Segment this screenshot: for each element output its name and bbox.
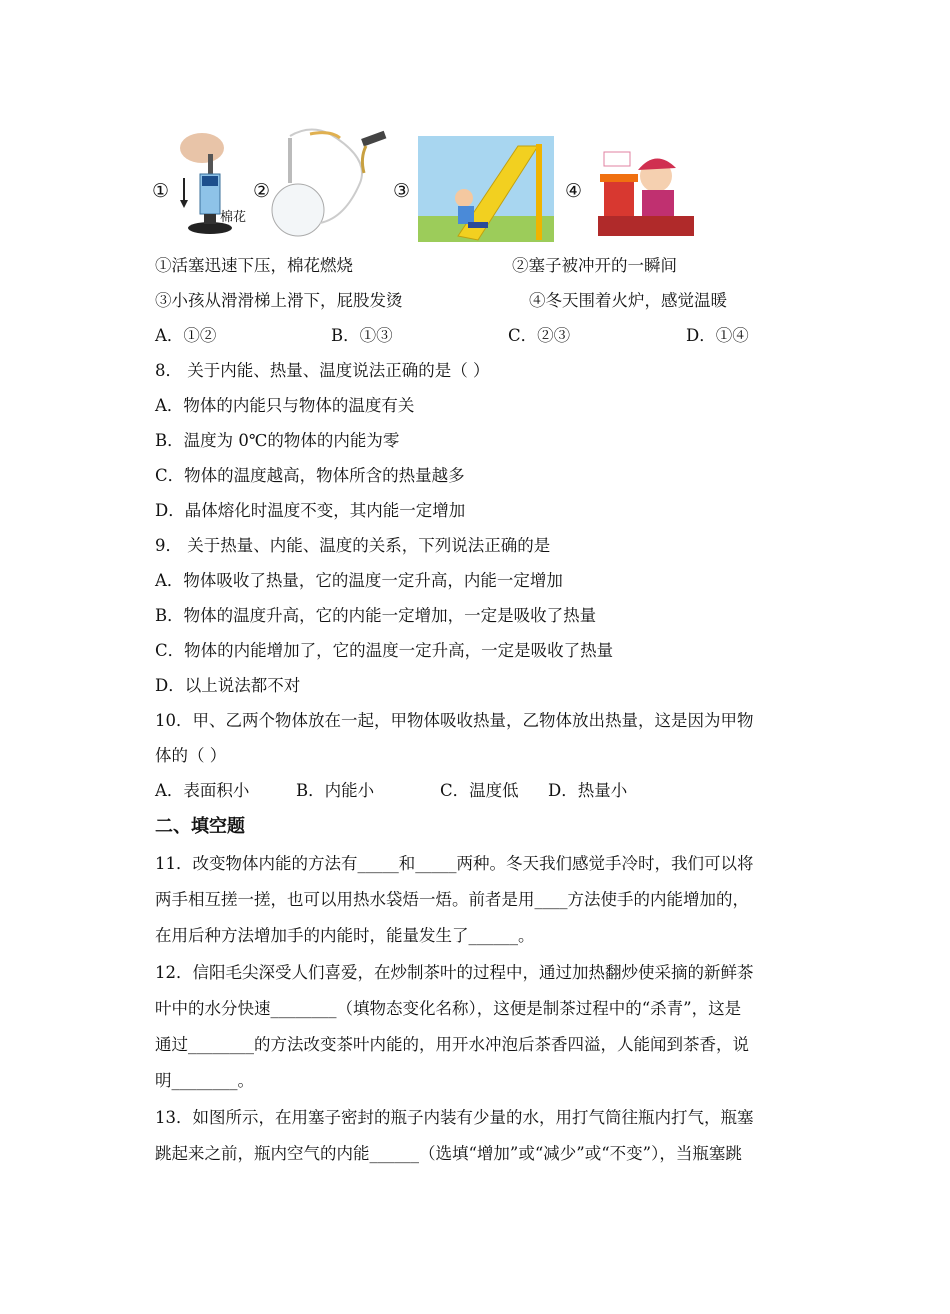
q9-option-a: A．物体吸收了热量，它的温度一定升高，内能一定增加 (155, 571, 563, 590)
q13-line-1: 13．如图所示，在用塞子密封的瓶子内装有少量的水，用打气筒往瓶内打气，瓶塞 (155, 1108, 754, 1127)
q11-line-1: 11．改变物体内能的方法有_____和_____两种。冬天我们感觉手冷时，我们可以将 (155, 854, 754, 873)
q10-option-c: C．温度低 (440, 781, 519, 800)
flask-stopper-illustration (270, 128, 390, 240)
q8-option-c: C．物体的温度越高，物体所含的热量越多 (155, 466, 465, 485)
q9-option-d: D．以上说法都不对 (155, 676, 301, 695)
q7-item-4: ④冬天围着火炉，感觉温暖 (529, 291, 727, 310)
figure-number-1: ① (152, 180, 170, 202)
cotton-label: 棉花 (220, 210, 247, 225)
figure-row (150, 128, 710, 243)
q12-line-1: 12．信阳毛尖深受人们喜爱，在炒制茶叶的过程中，通过加热翻炒使采摘的新鲜茶 (155, 963, 754, 982)
q10-stem-line2: 体的（ ） (155, 746, 227, 765)
q7-option-c: C．②③ (508, 326, 571, 345)
slide-child-illustration (418, 136, 554, 242)
q7-option-a: A．①② (155, 326, 217, 345)
figure-number-2: ② (253, 180, 271, 202)
q11-line-2: 两手相互搓一搓，也可以用热水袋焐一焐。前者是用____方法使手的内能增加的， (155, 890, 749, 909)
figure-number-4: ④ (565, 180, 583, 202)
q7-option-d: D．①④ (686, 326, 749, 345)
q12-line-3: 通过________的方法改变茶叶内能的，用开水冲泡后茶香四溢，人能闻到茶香，说 (155, 1035, 749, 1054)
q12-line-2: 叶中的水分快速________（填物态变化名称），这便是制茶过程中的“杀青”，这是 (155, 999, 742, 1018)
q8-option-b: B．温度为 0℃的物体的内能为零 (155, 431, 400, 450)
q9-option-b: B．物体的温度升高，它的内能一定增加，一定是吸收了热量 (155, 606, 597, 625)
q8-option-a: A．物体的内能只与物体的温度有关 (155, 396, 415, 415)
q8-stem: 8． 关于内能、热量、温度说法正确的是（ ） (155, 361, 490, 380)
figure-number-3: ③ (393, 180, 411, 202)
q10-stem-line1: 10．甲、乙两个物体放在一起，甲物体吸收热量，乙物体放出热量，这是因为甲物 (155, 711, 754, 730)
q10-option-a: A．表面积小 (155, 781, 250, 800)
q8-option-d: D．晶体熔化时温度不变，其内能一定增加 (155, 501, 466, 520)
q7-item-3: ③小孩从滑滑梯上滑下，屁股发烫 (155, 291, 403, 310)
q7-item-1: ①活塞迅速下压，棉花燃烧 (155, 256, 353, 275)
q12-line-4: 明________。 (155, 1071, 254, 1090)
q9-stem: 9． 关于热量、内能、温度的关系，下列说法正确的是 (155, 536, 551, 555)
q10-option-d: D．热量小 (548, 781, 628, 800)
q7-option-b: B．①③ (331, 326, 393, 345)
q13-line-2: 跳起来之前，瓶内空气的内能______（选填“增加”或“减少”或“不变”），当瓶塞跳 (155, 1144, 742, 1163)
q9-option-c: C．物体的内能增加了，它的温度一定升高，一定是吸收了热量 (155, 641, 614, 660)
q11-line-3: 在用后种方法增加手的内能时，能量发生了______。 (155, 926, 535, 945)
child-by-stove-illustration (590, 150, 694, 240)
q10-option-b: B．内能小 (296, 781, 375, 800)
section-2-title: 二、填空题 (155, 816, 245, 837)
q7-item-2: ②塞子被冲开的一瞬间 (512, 256, 677, 275)
